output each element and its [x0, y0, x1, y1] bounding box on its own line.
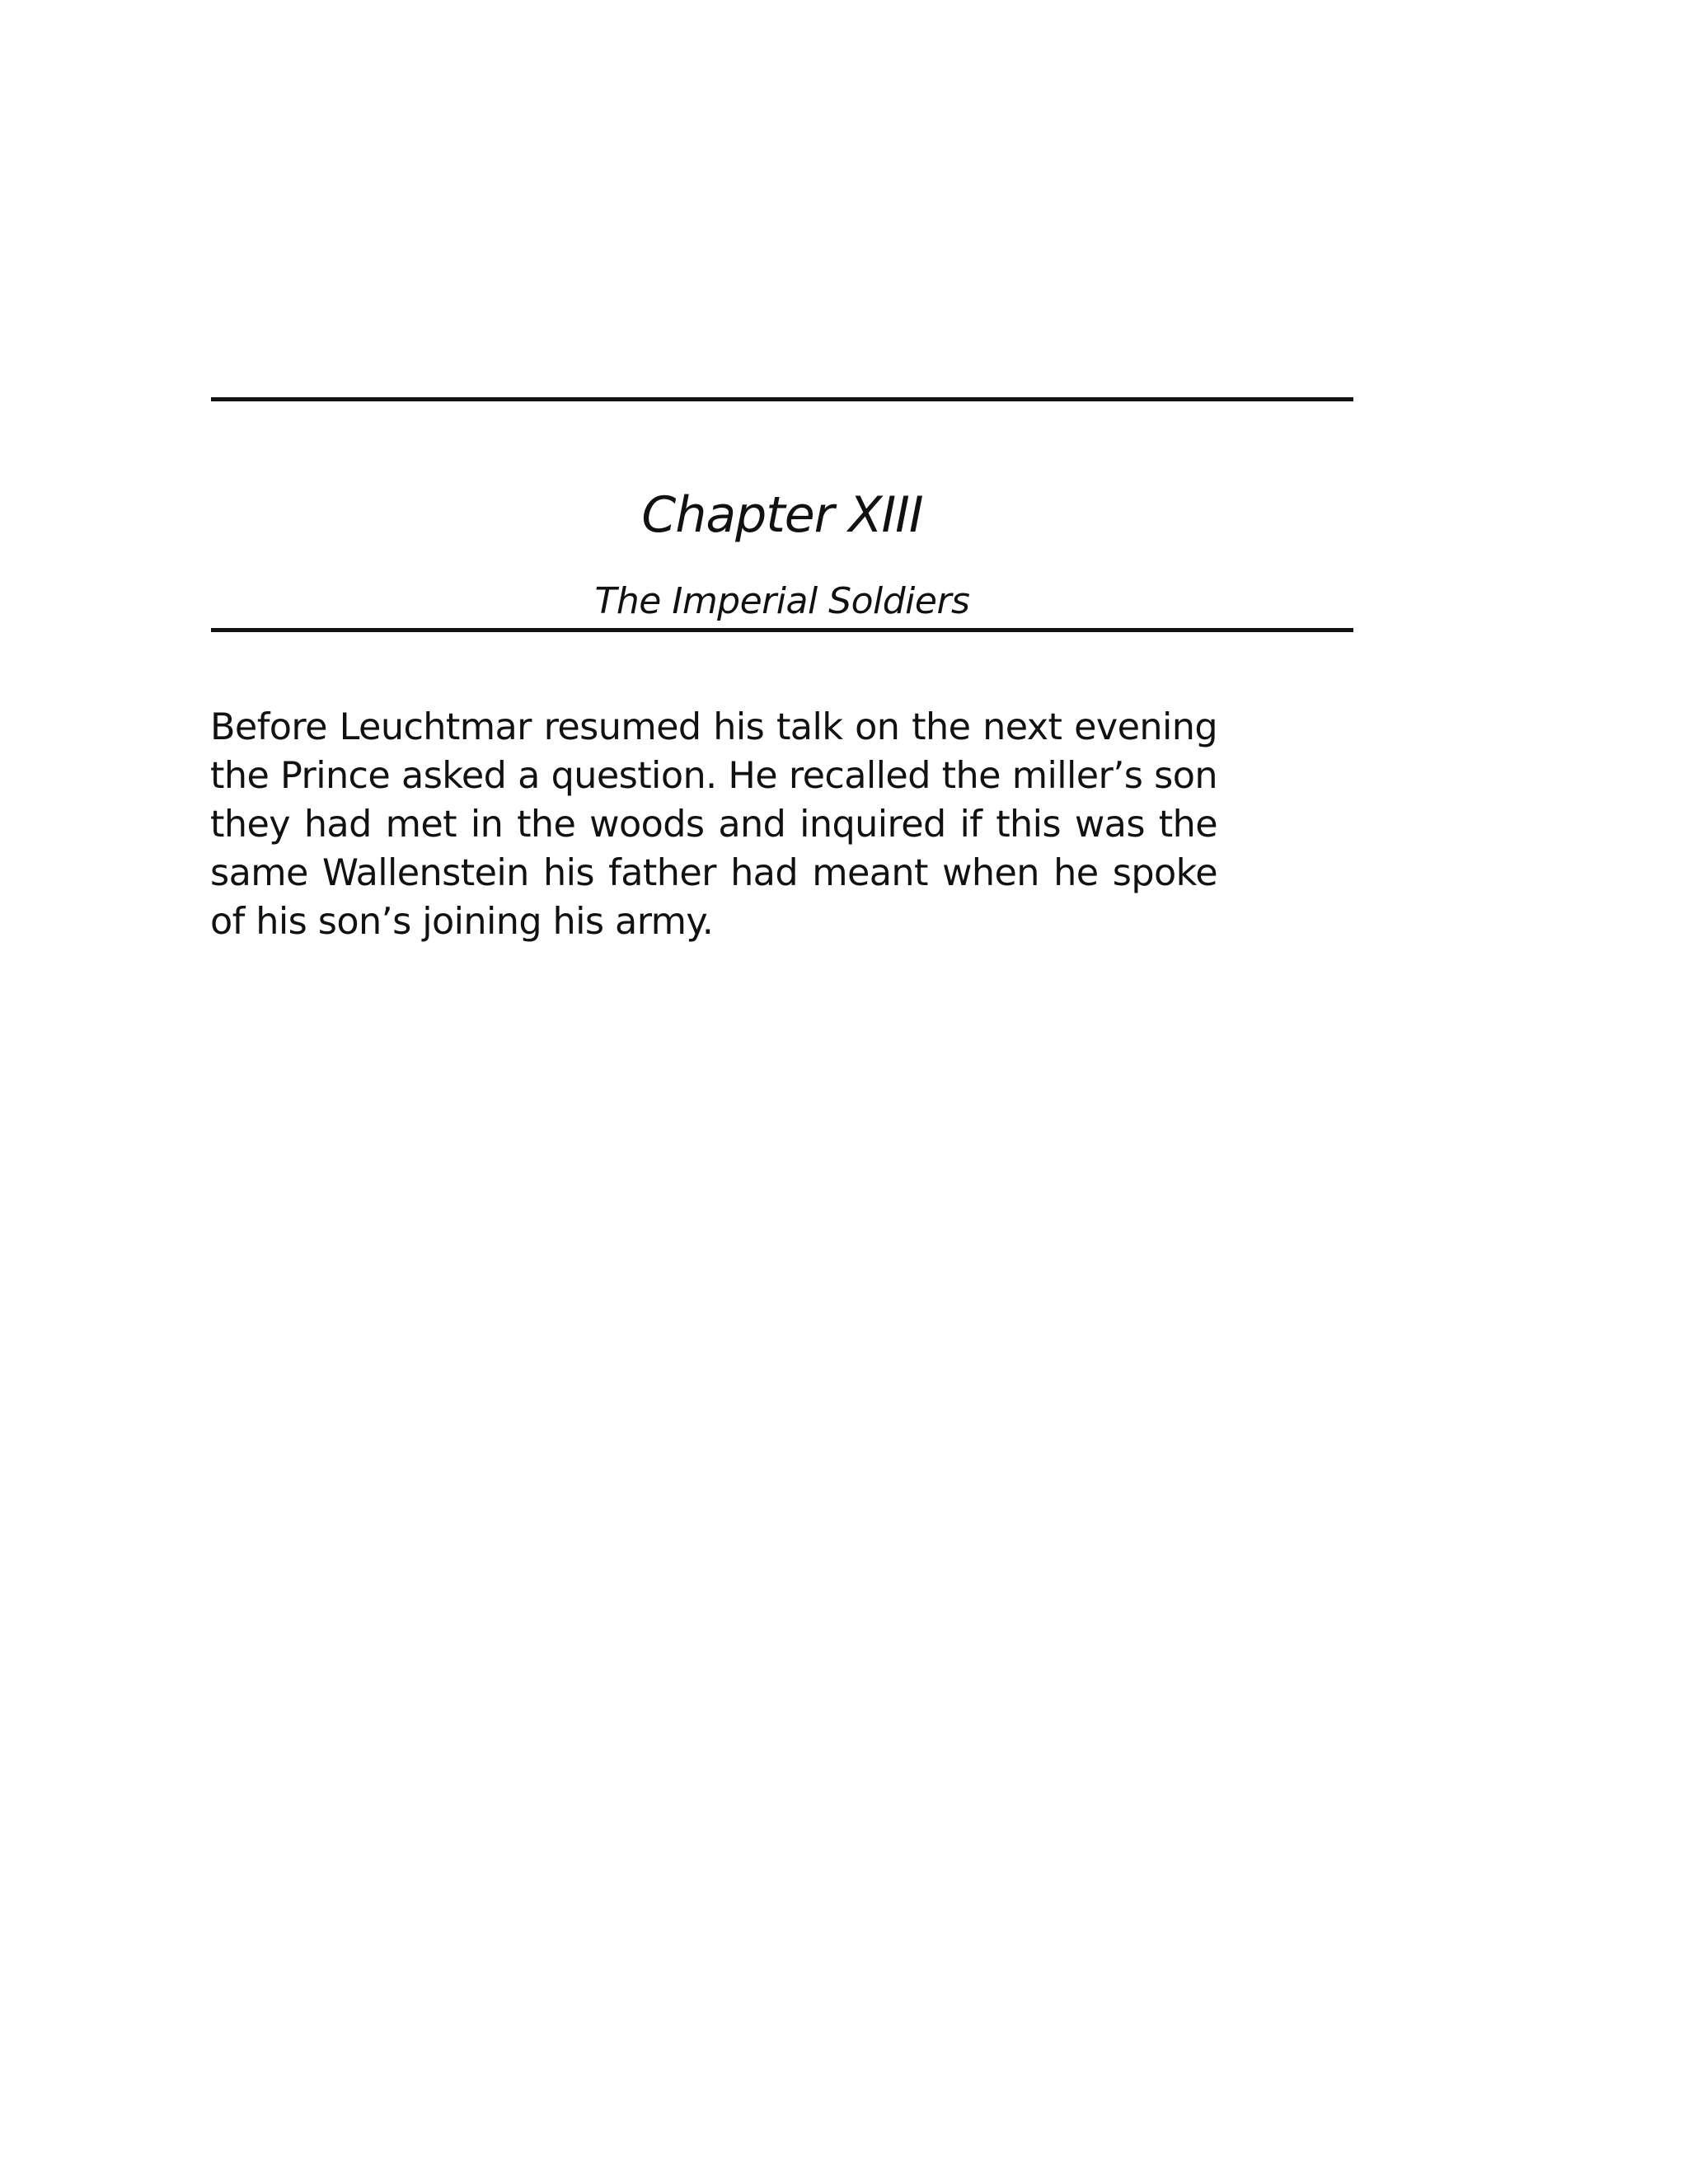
top-divider-rule — [211, 397, 1353, 401]
chapter-subtitle: The Imperial Soldiers — [594, 580, 970, 622]
body-paragraph: Before Leuchtmar resumed his talk on the next evening the Prince asked a question. He recalled the miller’s son they had met in the woods and inquired if this was the same Wallenstein his father had meant when he spoke of his son’s joining his army. — [210, 706, 1217, 943]
bottom-divider-rule — [211, 628, 1353, 632]
chapter-title: Chapter XIII — [641, 486, 923, 544]
